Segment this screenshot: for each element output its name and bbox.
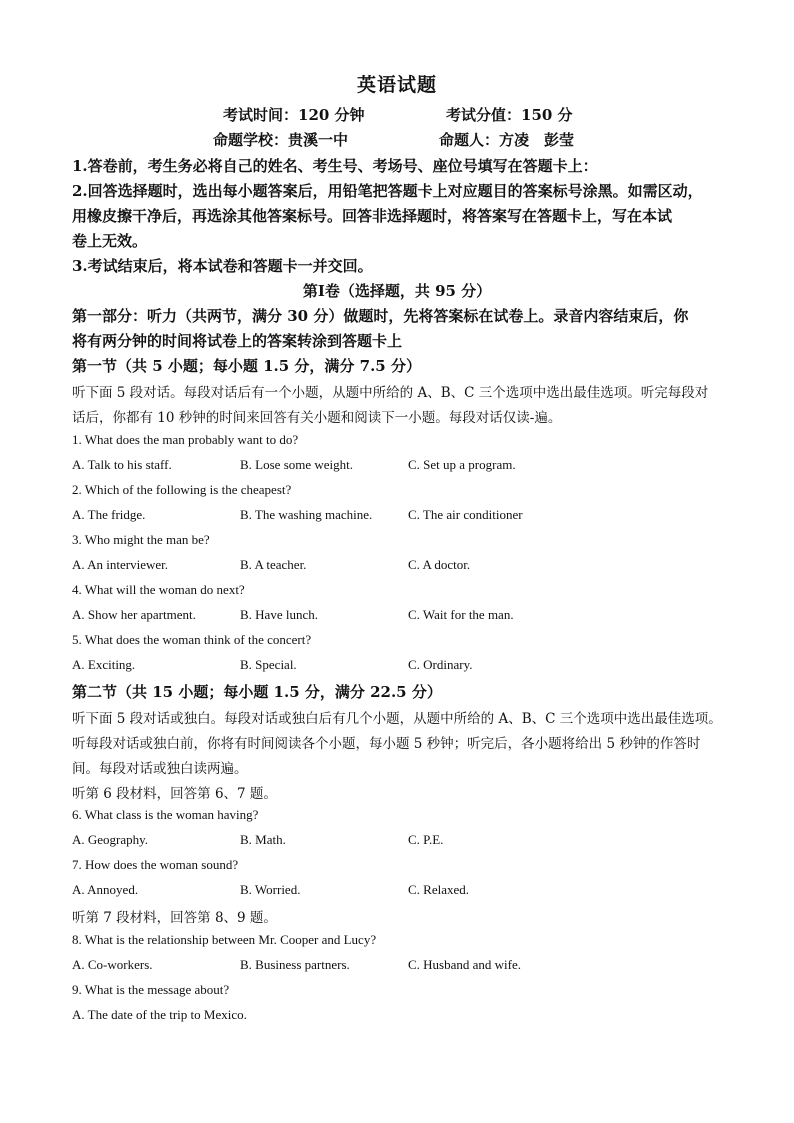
option-a: A. An interviewer. [72, 557, 169, 572]
option-a: A. The date of the trip to Mexico. [72, 1007, 247, 1022]
question-text: 7. How does the woman sound? [72, 857, 239, 872]
option-c: C. The air conditioner [408, 507, 523, 522]
option-c: C. Set up a program. [408, 457, 516, 472]
section2-intro: 间。每段对话或独白读两遍。 [72, 761, 248, 777]
option-c: C. Ordinary. [408, 657, 473, 672]
instruction-line: 3.考试结束后，将本试卷和答题卡一并交回。 [72, 257, 373, 275]
section2-heading: 第二节（共 15 小题；每小题 1.5 分，满分 22.5 分） [72, 683, 442, 701]
question-text: 3. Who might the man be? [72, 532, 210, 547]
question-text: 1. What does the man probably want to do? [72, 432, 299, 447]
material-label: 听第 6 段材料，回答第 6、7 题。 [72, 786, 277, 802]
section1-intro: 话后，你都有 10 秒钟的时间来回答有关小题和阅读下一小题。每段对话仅读-遍。 [72, 410, 562, 426]
option-b: B. Business partners. [240, 957, 350, 972]
option-c: C. Husband and wife. [408, 957, 522, 972]
section1-heading: 第一节（共 5 小题；每小题 1.5 分，满分 7.5 分） [72, 357, 421, 375]
exam-school: 命题学校：贵溪一中 [213, 131, 349, 149]
section2-intro: 听下面 5 段对话或独白。每段对话或独白后有几个小题，从题中所给的 A、B、C 三个选项中选出最佳选项。 [72, 711, 722, 727]
question-text: 5. What does the woman think of the concert? [72, 632, 312, 647]
volume-heading: 第Ⅰ卷（选择题，共 95 分） [302, 282, 492, 300]
option-b: B. Lose some weight. [240, 457, 354, 472]
option-b: B. A teacher. [240, 557, 307, 572]
option-a: A. Talk to his staff. [72, 457, 172, 472]
option-b: B. Have lunch. [240, 607, 318, 622]
exam-time: 考试时间：120 分钟 [223, 106, 365, 124]
exam-score: 考试分值：150 分 [446, 106, 573, 124]
question-text: 9. What is the message about? [72, 982, 230, 997]
option-c: C. Relaxed. [408, 882, 470, 897]
option-a: A. The fridge. [72, 507, 146, 522]
option-b: B. Math. [240, 832, 286, 847]
option-b: B. Special. [240, 657, 297, 672]
exam-authors: 命题人：方凌 彭莹 [439, 131, 575, 149]
option-a: A. Annoyed. [72, 882, 139, 897]
option-c: C. A doctor. [408, 557, 471, 572]
question-text: 6. What class is the woman having? [72, 807, 259, 822]
option-a: A. Co-workers. [72, 957, 153, 972]
option-b: B. Worried. [240, 882, 301, 897]
section1-intro: 听下面 5 段对话。每段对话后有一个小题，从题中所给的 A、B、C 三个选项中选出最佳选项。听完每段对 [72, 385, 709, 401]
question-text: 8. What is the relationship between Mr. Cooper and Lucy? [72, 932, 377, 947]
part1-heading-cont: 将有两分钟的时间将试卷上的答案转涂到答题卡上 [72, 332, 403, 350]
instruction-line: 1.答卷前，考生务必将自己的姓名、考生号、考场号、座位号填写在答题卡上： [72, 157, 598, 175]
material-label: 听第 7 段材料，回答第 8、9 题。 [72, 910, 277, 926]
option-a: A. Exciting. [72, 657, 136, 672]
instruction-line: 用橡皮擦干净后，再选涂其他答案标号。回答非选择题时，将答案写在答题卡上，写在本试 [72, 207, 673, 225]
option-a: A. Show her apartment. [72, 607, 196, 622]
instruction-line: 卷上无效。 [72, 232, 148, 250]
option-a: A. Geography. [72, 832, 149, 847]
part1-heading: 第一部分：听力（共两节，满分 30 分）做题时，先将答案标在试卷上。录音内容结束后，你 [72, 307, 689, 325]
question-text: 2. Which of the following is the cheapest? [72, 482, 292, 497]
page-title: 英语试题 [356, 74, 437, 96]
question-text: 4. What will the woman do next? [72, 582, 245, 597]
option-b: B. The washing machine. [240, 507, 373, 522]
section2-intro: 听每段对话或独白前，你将有时间阅读各个小题，每小题 5 秒钟；听完后，各小题将给出 5 秒钟的作答时 [72, 736, 701, 752]
instruction-line: 2.回答选择题时，选出每小题答案后，用铅笔把答题卡上对应题目的答案标号涂黑。如需区动， [72, 182, 703, 200]
option-c: C. P.E. [408, 832, 444, 847]
option-c: C. Wait for the man. [408, 607, 514, 622]
